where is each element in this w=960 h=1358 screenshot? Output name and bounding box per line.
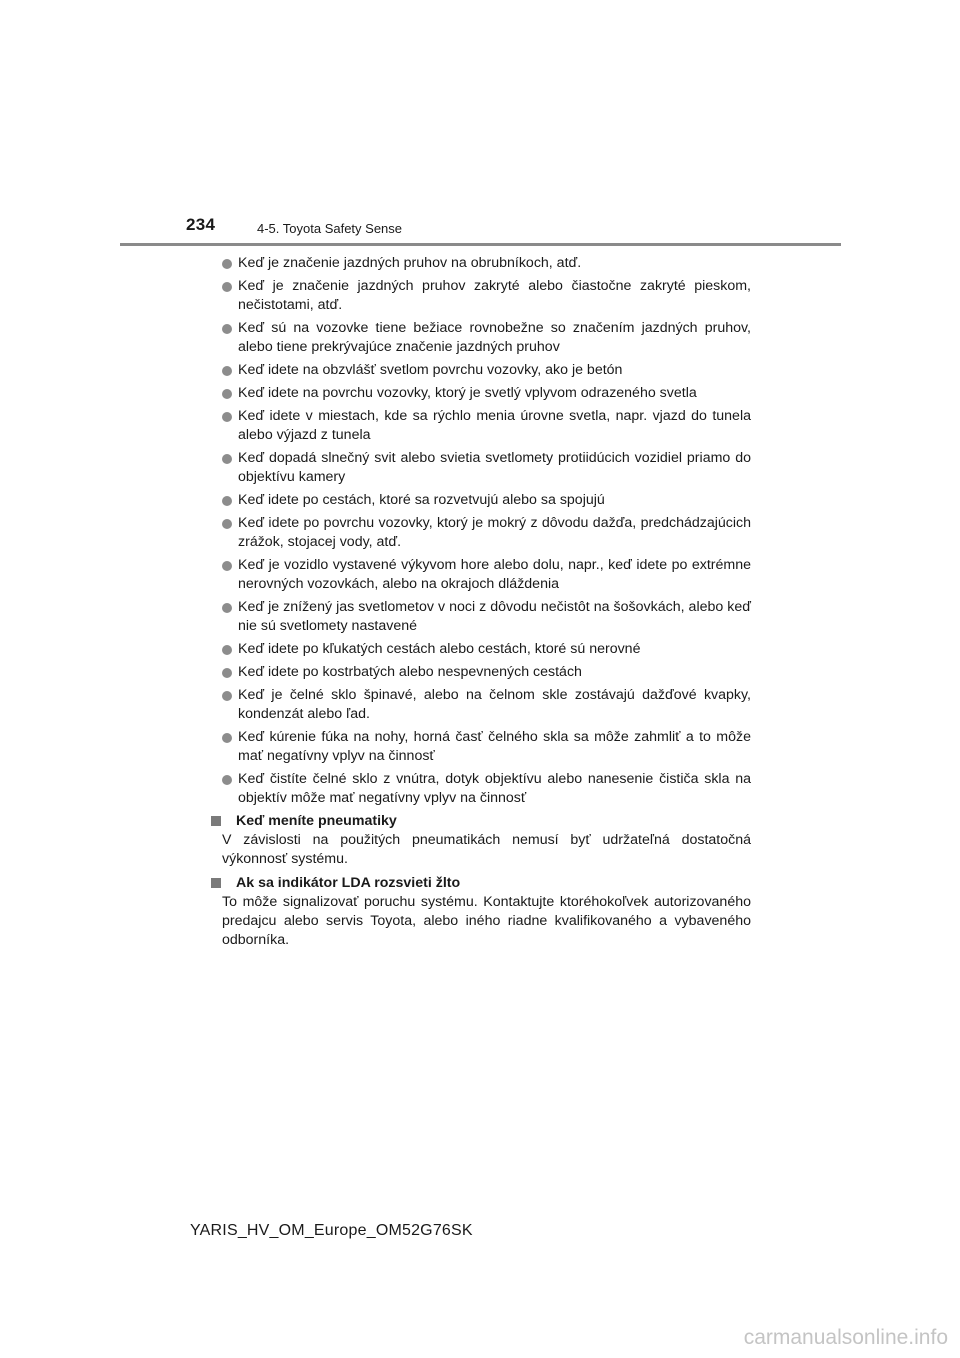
bullet-text: Keď idete po cestách, ktoré sa rozvetvujú alebo sa spojujú [238,492,605,508]
bullet-dot-icon [222,496,232,506]
bullet-item [222,407,751,445]
bullet-text: Keď je čelné sklo špinavé, alebo na čelnom skle zostávajú dažďové kvapky, kondenzát alebo ľad. [238,687,751,722]
bullet-text: Keď dopadá slnečný svit alebo svietia svetlomety protiidúcich vozidiel priamo do objektívu kamery [238,450,751,485]
subsection-heading-text: Keď meníte pneumatiky [236,813,397,829]
bullet-dot-icon [222,561,232,571]
bullet-item [222,449,751,487]
bullet-text: Keď idete po povrchu vozovky, ktorý je mokrý z dôvodu dažďa, predchádzajúcich zrážok, stojacej vody, atď. [238,515,751,550]
subsection-heading [222,874,751,893]
subsection-lda-indicator [222,874,751,950]
bullet-item [222,491,751,510]
bullet-dot-icon [222,733,232,743]
bullet-item [222,598,751,636]
bullet-text: Keď čistíte čelné sklo z vnútra, dotyk objektívu alebo nanesenie čističa skla na objektív môže mať negatívny vplyv na činnosť [238,771,751,806]
bullet-text: Keď idete na obzvlášť svetlom povrchu vozovky, ako je betón [238,362,623,378]
bullet-dot-icon [222,259,232,269]
bullet-text: Keď je značenie jazdných pruhov na obrubníkoch, atď. [238,255,582,271]
section-title: 4-5. Toyota Safety Sense [257,221,403,236]
bullet-dot-icon [222,519,232,529]
bullet-text: Keď je vozidlo vystavené výkyvom hore alebo dolu, napr., keď idete po extrémne nerovných vozovkách, alebo na okrajoch dláždenia [238,557,751,592]
bullet-item [222,663,751,682]
watermark: carmanualsonline.info [743,1326,948,1349]
subsection-body: V závislosti na použitých pneumatikách nemusí byť udržateľná dostatočná výkonnosť systému. [222,832,751,867]
bullet-dot-icon [222,775,232,785]
bullet-text: Keď idete na povrchu vozovky, ktorý je svetlý vplyvom odrazeného svetla [238,385,697,401]
bullet-text: Keď sú na vozovke tiene bežiace rovnobežne so značením jazdných pruhov, alebo tiene prekrývajúce značenie jazdných pruhov [238,320,751,355]
page-content [222,254,751,955]
bullet-item [222,514,751,552]
bullet-item [222,640,751,659]
bullet-item [222,728,751,766]
bullet-dot-icon [222,454,232,464]
bullet-text: Keď je znížený jas svetlometov v noci z dôvodu nečistôt na šošovkách, alebo keď nie sú svetlomety nastavené [238,599,751,634]
bullet-text: Keď idete po kľukatých cestách alebo cestách, ktoré sú nerovné [238,641,641,657]
bullet-item [222,556,751,594]
subsection-heading-text: Ak sa indikátor LDA rozsvieti žlto [236,875,461,891]
document-code: YARIS_HV_OM_Europe_OM52G76SK [190,1222,473,1239]
bullet-item [222,319,751,357]
bullet-dot-icon [222,324,232,334]
subsection-body: To môže signalizovať poruchu systému. Kontaktujte ktoréhokoľvek autorizovaného predajcu alebo servis Toyota, alebo iného riadne kvalifikovaného a vybaveného odborníka. [222,894,751,948]
bullet-text: Keď idete po kostrbatých alebo nespevnených cestách [238,664,582,680]
bullet-dot-icon [222,366,232,376]
header-divider [120,243,841,246]
bullet-text: Keď je značenie jazdných pruhov zakryté alebo čiastočne zakryté pieskom, nečistotami, atď. [238,278,751,313]
bullet-text: Keď kúrenie fúka na nohy, horná časť čelného skla sa môže zahmliť a to môže mať negatívny vplyv na činnosť [238,729,751,764]
square-bullet-icon [211,816,221,826]
bullet-item [222,361,751,380]
bullet-dot-icon [222,691,232,701]
bullet-list [222,254,751,808]
bullet-text: Keď idete v miestach, kde sa rýchlo menia úrovne svetla, napr. vjazd do tunela alebo výjazd z tunela [238,408,751,443]
square-bullet-icon [211,878,221,888]
bullet-item [222,384,751,403]
bullet-dot-icon [222,603,232,613]
page-number: 234 [186,215,216,234]
bullet-dot-icon [222,668,232,678]
bullet-dot-icon [222,645,232,655]
bullet-item [222,686,751,724]
bullet-dot-icon [222,412,232,422]
bullet-item [222,770,751,808]
bullet-dot-icon [222,282,232,292]
subsection-tires [222,812,751,869]
subsection-heading [222,812,751,831]
bullet-item [222,277,751,315]
bullet-item [222,254,751,273]
bullet-dot-icon [222,389,232,399]
